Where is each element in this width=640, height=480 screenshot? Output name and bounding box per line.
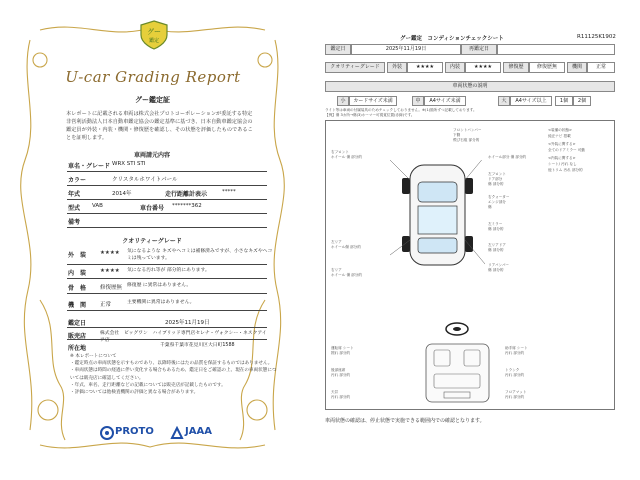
model-label: 型式	[68, 205, 81, 212]
passenger-seat-note: 助手席 シート 汚れ 部分的	[505, 346, 528, 355]
goo-badge-icon	[140, 20, 168, 50]
divider	[67, 227, 267, 228]
left-front-door-note: 左フロント ドア部分 傷 部分的	[488, 172, 506, 186]
size-medium-desc: A4サイズ未満	[424, 96, 466, 106]
grading-certificate	[0, 0, 305, 480]
status-title: 車両状態の説明	[325, 81, 615, 92]
size-medium: 中	[412, 96, 424, 106]
size-large: 大	[498, 96, 510, 106]
sheet-doc-id: R11125K1902	[577, 34, 616, 40]
size-small: 小	[337, 96, 349, 106]
year-value: 2014年	[112, 191, 132, 197]
divider	[67, 213, 267, 214]
jaaa-logo-text: JAAA	[185, 426, 212, 437]
options-title: <装備の状態>	[548, 128, 572, 132]
chassis-label: 車台番号	[140, 205, 165, 212]
grade-engine-desc: 主要機関に異常はありません。	[127, 300, 195, 305]
mileage-label: 走行距離計表示	[165, 191, 208, 198]
proto-logo-text: PROTO	[115, 426, 154, 437]
model-value: VAB	[92, 203, 103, 209]
car-top-view-diagram	[390, 160, 485, 270]
condition-check-sheet	[305, 0, 640, 480]
dealer-label: 販売店	[68, 333, 87, 340]
grade-frame-desc: 修復歴 に異常はありません。	[127, 283, 192, 288]
re-evaluation-label: 再鑑定日	[461, 44, 497, 55]
chassis-value: *******362	[172, 203, 202, 209]
certificate-intro: 本レポートに記載される車両は株式会社プロトコーポレーションが委託する特定非営利活動法人日本自動車鑑定協会の鑑定基準に基づき、日本自動車鑑定協会の鑑定員が外装・内装・機関・修復歴を確認し、その状態を評価したものであることを証明します。	[66, 111, 253, 141]
quality-label: クオリティーグレード	[325, 62, 385, 73]
grade-interior-stars: ★★★★	[100, 268, 120, 274]
note-item: ・車両状態は時間の経過に伴い変化する場合もあるため、鑑定日をご確認の上、現在の車両状態については販売店に確認してください。	[70, 368, 277, 381]
grade-exterior-label: 外 装	[68, 252, 87, 259]
right-quarter-note: 右クォーター エンジ部分 傷	[488, 195, 510, 209]
option-item: <内装に関する>	[548, 156, 576, 160]
grade-interior-desc: 気になる汚れ等が 部分的にあります。	[127, 268, 210, 273]
option-item: <外装に関する>	[548, 142, 576, 146]
grading-date-value: 2025年11月19日	[165, 320, 210, 326]
mileage-value: *****	[222, 189, 236, 195]
location-label: 所在地	[68, 345, 87, 352]
svg-text:グー: グー	[147, 28, 161, 36]
interior-label: 内装	[445, 62, 465, 73]
grade-interior-label: 内 装	[68, 270, 87, 277]
front-bumper-note: フロントバンパー 下側 飛び石痕 部分的	[453, 128, 482, 142]
color-value: クリスタルホワイトパール	[112, 177, 178, 183]
option-item: 他トリム 汚れ 部分的	[548, 168, 583, 172]
size-small-desc: カードサイズ未満	[349, 96, 397, 106]
divider	[67, 185, 267, 186]
svg-text:鑑定: 鑑定	[148, 38, 160, 44]
car-name-label: 車名・グレード	[68, 163, 111, 170]
location-value: 千葉県千葉市花見川区大日町1588	[160, 343, 235, 348]
proto-logo-icon	[100, 426, 114, 440]
re-evaluation-value	[497, 44, 615, 55]
option-item: 全てのドアミラー 可動	[548, 148, 585, 152]
note-item: ・鑑定時点の車両状態を示すものであり、以降時後にはたの品質を保証するものではありません。	[70, 361, 273, 367]
jaaa-logo-icon	[170, 426, 184, 440]
ceiling-note: 天井 汚れ 部分的	[331, 390, 351, 399]
quality-section-heading: クオリティーグレード	[122, 238, 182, 245]
divider	[67, 310, 267, 311]
car-name-value: WRX STI STI	[112, 161, 146, 167]
divider	[67, 327, 267, 328]
count-1: 1個	[555, 96, 573, 106]
date-value: 2025年11月19日	[351, 44, 461, 55]
engine-label: 機関	[567, 62, 587, 73]
left-front-wheel-note: 右フロント ホイール 傷 部分的	[331, 150, 362, 159]
grade-exterior-desc: 気になるような キズやヘコミは補修済みですが、小さなキズやヘコミは残っています。	[127, 249, 273, 261]
option-item: シート/ 汚れ なし	[548, 162, 577, 166]
repair-label: 修復歴	[503, 62, 529, 73]
notes-title: ※ 本レポートについて	[70, 354, 117, 359]
left-mirror-note: 左ミラー 傷 部分的	[488, 222, 504, 231]
report-notes	[70, 353, 280, 396]
size-large-desc: A4サイズ以上	[510, 96, 552, 106]
left-rear-door-note: 左リアドア 傷 部分的	[488, 243, 506, 252]
floor-mat-note: フロアマット 汚れ 部分的	[505, 390, 527, 399]
remarks-label: 備考	[68, 219, 81, 226]
note-item: ・評価については他検査機関の評価と異なる場合があります。	[70, 390, 199, 396]
left-rear-wheel-note: 左リア ホイール傷 部分的	[331, 240, 361, 249]
engine-value: 正常	[587, 62, 615, 73]
year-label: 年式	[68, 191, 81, 198]
driver-seat-note: 運転席 シート 擦れ 部分的	[331, 346, 354, 355]
grade-exterior-stars: ★★★★	[100, 250, 120, 256]
trunk-note: トランク 汚れ 部分的	[505, 368, 525, 377]
count-2: 2個	[573, 96, 591, 106]
note-item: ・年式、車名、走行距離などの記載については販売店が記載したものです。	[70, 382, 226, 388]
rear-bumper-note: リアバンパー 傷 部分的	[488, 263, 510, 272]
grade-frame-value: 修復歴無	[100, 285, 123, 291]
certificate-subtitle: グー鑑定証	[135, 96, 170, 104]
divider	[67, 278, 267, 279]
dealer-value: 株式会社 ビッグワン ハイブリッド専門店セレナ・ヴォクシー・ネスクアイア店	[100, 331, 267, 343]
sheet-footer: 車両状態の確認は、停止状態で実施できる範囲内での確認となります。	[325, 418, 485, 424]
interior-value: ★★★★	[465, 62, 501, 73]
rear-seat-note: 後部座席 汚れ 部分的	[331, 368, 351, 377]
grade-engine-value: 正常	[100, 302, 112, 308]
vehicle-section-heading: 車両請元内容	[133, 152, 170, 159]
exterior-value: ★★★★	[407, 62, 443, 73]
certificate-title: U-car Grading Report	[65, 68, 241, 86]
car-interior-diagram	[420, 342, 495, 404]
divider	[67, 293, 267, 294]
grading-date-label: 鑑定日	[68, 320, 87, 327]
divider	[67, 199, 267, 200]
date-label: 鑑定日	[325, 44, 351, 55]
legend-text: ライト等は車両の付属装具のためチェックしておりません。※(1)箇所ずつ記載しております。 【例】傷 3カ所→傷(3)ホーマー可視覚位置(赤線)です。	[325, 108, 477, 117]
color-label: カラー	[68, 177, 87, 184]
grade-engine-label: 機 関	[68, 302, 87, 309]
divider	[67, 264, 267, 265]
grade-frame-label: 骨 格	[68, 285, 87, 292]
repair-value: 修復歴無	[529, 62, 565, 73]
steering-wheel-icon	[445, 322, 469, 336]
option-item: 純正ナビ 搭載	[548, 134, 571, 138]
sheet-title: グー鑑定 コンディションチェックシート	[400, 36, 504, 42]
divider	[67, 171, 267, 172]
divider	[67, 339, 267, 340]
right-wheel-note: ホイール部分 傷 部分的	[488, 155, 527, 159]
exterior-label: 外装	[387, 62, 407, 73]
right-rear-wheel-note: 右リア ホイール 傷 部分的	[331, 268, 362, 277]
